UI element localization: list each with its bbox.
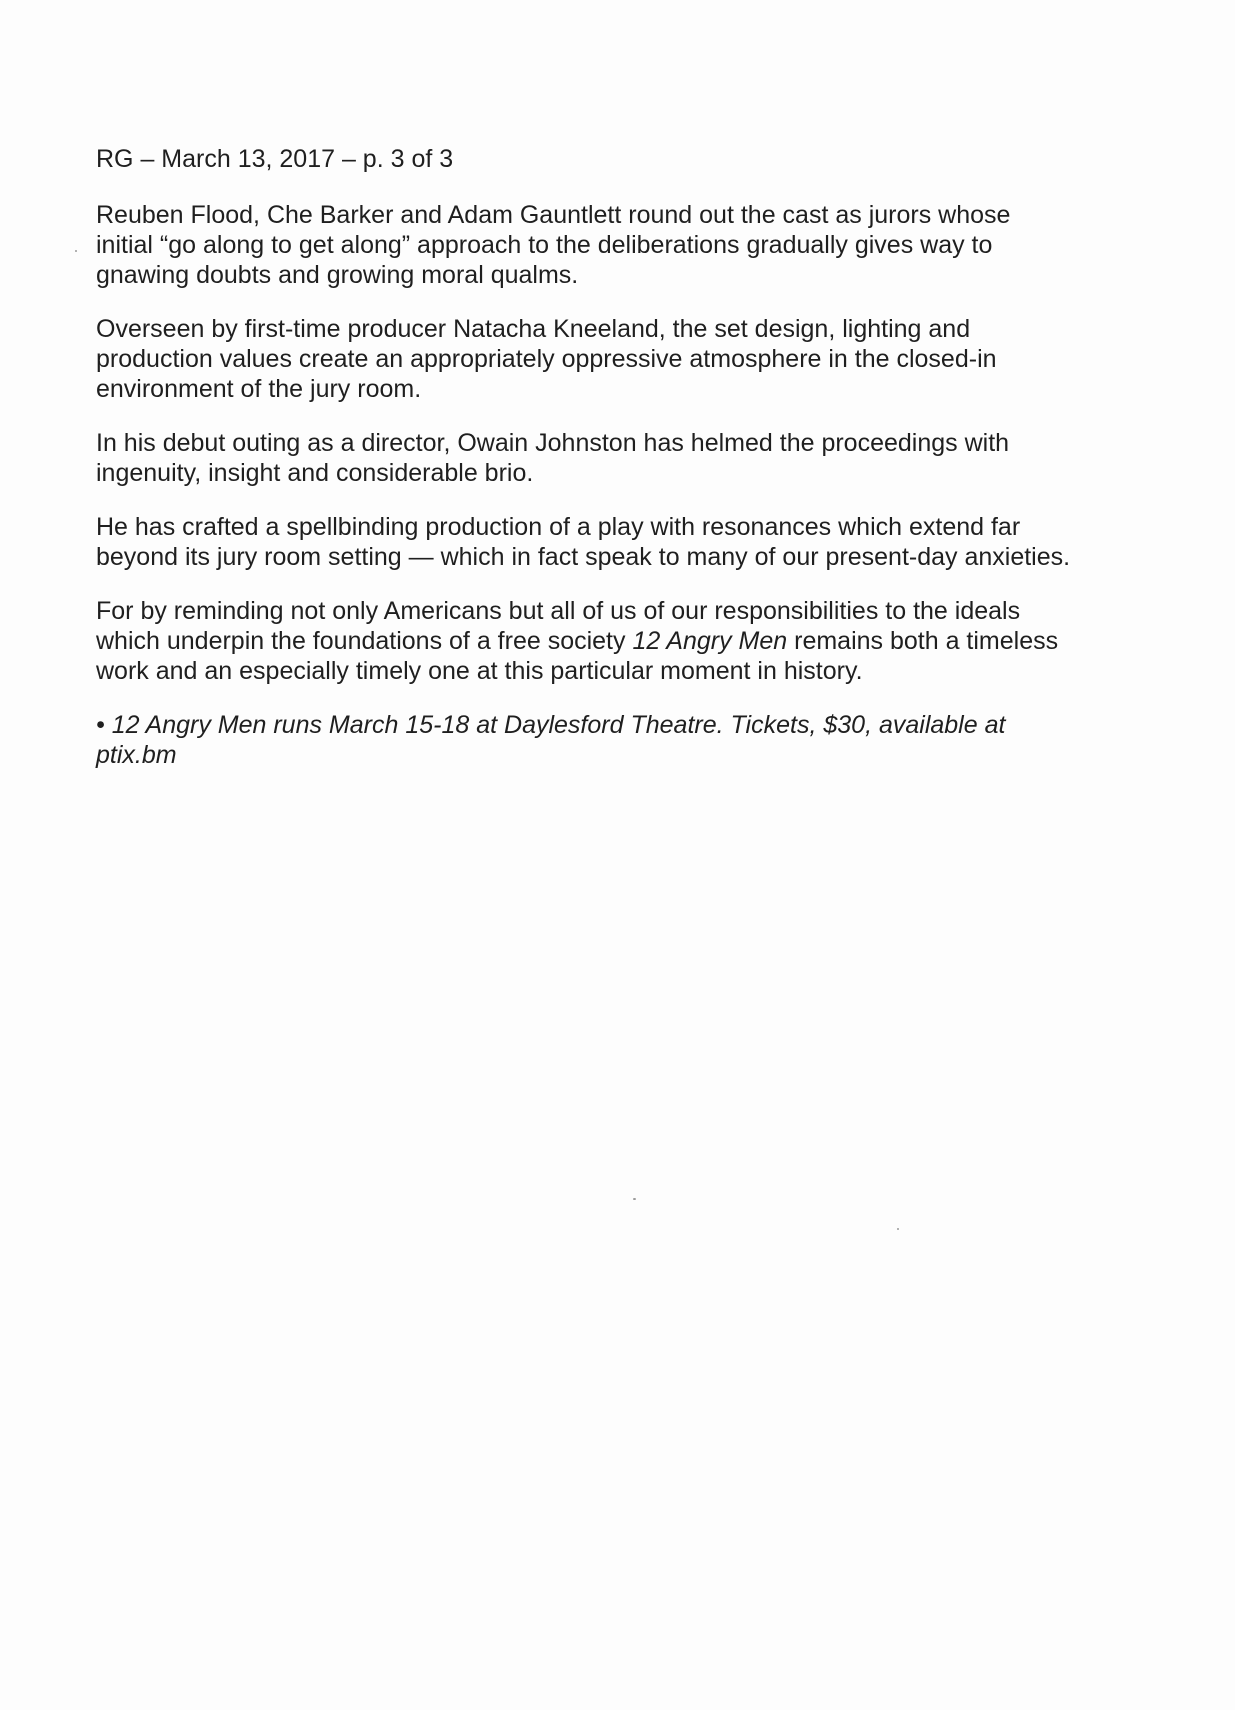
paragraph-conclusion [96, 596, 1156, 686]
text-line: Overseen by first-time producer Natacha Kneeland, the set design, lighting and [96, 315, 971, 343]
text-line: environment of the jury room. [96, 375, 422, 403]
scan-speck [897, 1228, 899, 1230]
scan-speck [75, 250, 77, 252]
paragraph-cast [96, 200, 1156, 290]
paragraph-production [96, 314, 1156, 404]
page-header: RG – March 13, 2017 – p. 3 of 3 [96, 145, 454, 173]
text-line: In his debut outing as a director, Owain Johnston has helmed the proceedings with [96, 429, 1010, 457]
play-title: 12 Angry Men [632, 627, 788, 655]
paragraph-resonances [96, 512, 1156, 572]
text-line: initial “go along to get along” approach to the deliberations gradually gives way to [96, 231, 993, 259]
text-line: Reuben Flood, Che Barker and Adam Gauntlett round out the cast as jurors whose [96, 201, 1011, 229]
text-segment: remains both a timeless [787, 627, 1059, 655]
document-body [96, 144, 1156, 770]
text-line: work and an especially timely one at this particular moment in history. [96, 657, 863, 685]
text-line: ptix.bm [96, 741, 177, 769]
paragraph-director [96, 428, 1156, 488]
text-line: beyond its jury room setting — which in fact speak to many of our present-day anxieties. [96, 543, 1071, 571]
text-line: ingenuity, insight and considerable brio. [96, 459, 534, 487]
text-line: production values create an appropriately oppressive atmosphere in the closed-in [96, 345, 997, 373]
text-line: For by reminding not only Americans but all of us of our responsibilities to the ideals [96, 597, 1021, 625]
text-line: • 12 Angry Men runs March 15-18 at Daylesford Theatre. Tickets, $30, available at [96, 711, 1006, 739]
event-listing-note [96, 710, 1156, 770]
text-line: He has crafted a spellbinding production of a play with resonances which extend far [96, 513, 1021, 541]
text-line [96, 626, 1156, 656]
text-segment: which underpin the foundations of a free society [96, 627, 633, 655]
scan-speck [633, 1198, 636, 1200]
text-line: gnawing doubts and growing moral qualms. [96, 261, 579, 289]
